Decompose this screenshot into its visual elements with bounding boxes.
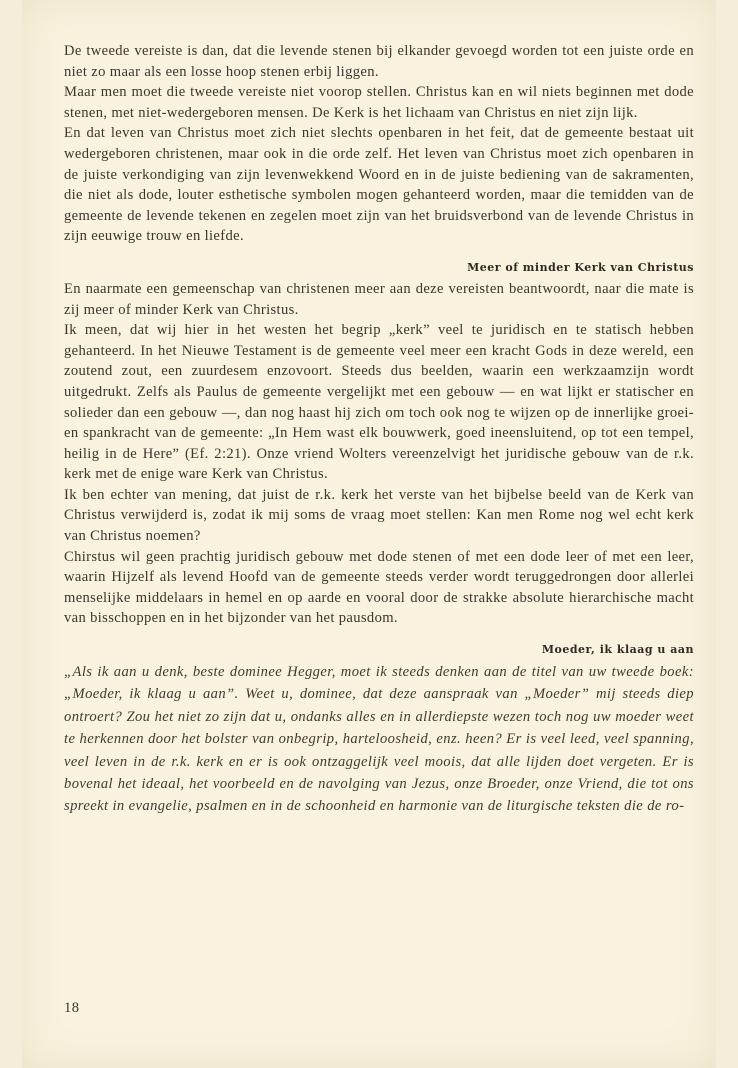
paragraph: En dat leven van Christus moet zich niet slechts openbaren in het feit, dat de gemeente bestaat uit wedergeboren christenen, maar ook in die orde zelf. Het leven van Christus moet zich openbaren in de juiste verkondiging van zijn levenwekkend Woord en in de juiste bediening van de sakramenten, die niet als dode, louter esthetische symbolen mogen gehanteerd worden, maar die temidden van de gemeente de levende tekenen en zegelen moet zijn van het bruidsverbond van de levende Christus in zijn eeuwige trouw en liefde. [64, 125, 694, 245]
quote-paragraph: „Als ik aan u denk, beste dominee Hegger, moet ik steeds denken aan de titel van uw tweede boek: „Moeder, ik klaag u aan”. Weet u, dominee, dat deze aanspraak van „Moeder” mij steeds diep ontroert? Zou het niet zo zijn dat u, ondanks alles en in allerdiepste wezen toch nog uw moeder weet te herkennen door het bolster van onbegrip, harteloosheid, enz. heen? Er is veel leed, veel spanning, veel leven in de r.k. kerk en er is ook ontzaggelijk veel moois, dat alle lijden doet vergeten. Er is bovenal het ideaal, het voorbeeld en de navolging van Jezus, onze Broeder, onze Vriend, die tot ons spreekt in evangelie, psalmen en in de schoonheid en harmonie van de liturgische teksten die de ro- [64, 664, 694, 815]
paragraph: En naarmate een gemeenschap van christenen meer aan deze vereisten beantwoordt, naar die mate is zij meer of minder Kerk van Christus. [64, 280, 694, 318]
paragraph: Maar men moet die tweede vereiste niet voorop stellen. Christus kan en wil niets beginnen met dode stenen, met niet-wedergeboren mensen. De Kerk is het lichaam van Christus en niet zijn lijk. [64, 84, 694, 121]
page-number: 18 [64, 1000, 80, 1016]
paragraph: Ik ben echter van mening, dat juist de r.k. kerk het verste van het bijbelse beeld van de Kerk van Christus verwijderd is, zodat ik mij soms de vraag moet stellen: Kan men Rome nog wel echt kerk van Christus noemen? [64, 486, 694, 545]
section-heading: Meer of minder Kerk van Christus [467, 260, 694, 274]
body-text [64, 41, 694, 818]
section-heading: Moeder, ik klaag u aan [541, 643, 694, 657]
paragraph: Ik meen, dat wij hier in het westen het begrip „kerk” veel te juridisch en te statisch hebben gehanteerd. In het Nieuwe Testament is de gemeente veel meer een kracht Gods in deze wereld, een zoutend zout, een zuurdesem enzovoort. Steeds dus beelden, waarin een werkzaamzijn wordt uitgedrukt. Zelfs als Paulus de gemeente vergelijkt met een gebouw — en wat lijkt er statischer en solieder dan een gebouw —, dan nog haast hij zich om toch ook nog te wijzen op de innerlijke groei- en spankracht van de gemeente: „In Hem wast elk bouwwerk, goed ineensluitend, op tot een tempel, heilig in de Here” (Ef. 2:21). Onze vriend Wolters vereenzelvigt het juridische gebouw van de r.k. kerk met de enige ware Kerk van Christus. [64, 322, 694, 483]
paragraph: De tweede vereiste is dan, dat die levende stenen bij elkander gevoegd worden tot een juiste orde en niet zo maar als een losse hoop stenen erbij liggen. [64, 43, 694, 80]
paragraph: Chirstus wil geen prachtig juridisch gebouw met dode stenen of met een dode leer of met een leer, waarin Hijzelf als levend Hoofd van de gemeente steeds verder wordt teruggedrongen door allerlei menselijke middelaars in hemel en op aarde en vooral door de strakke absolute hierarchische macht van bisschoppen en in het bijzonder van het pausdom. [64, 548, 694, 627]
